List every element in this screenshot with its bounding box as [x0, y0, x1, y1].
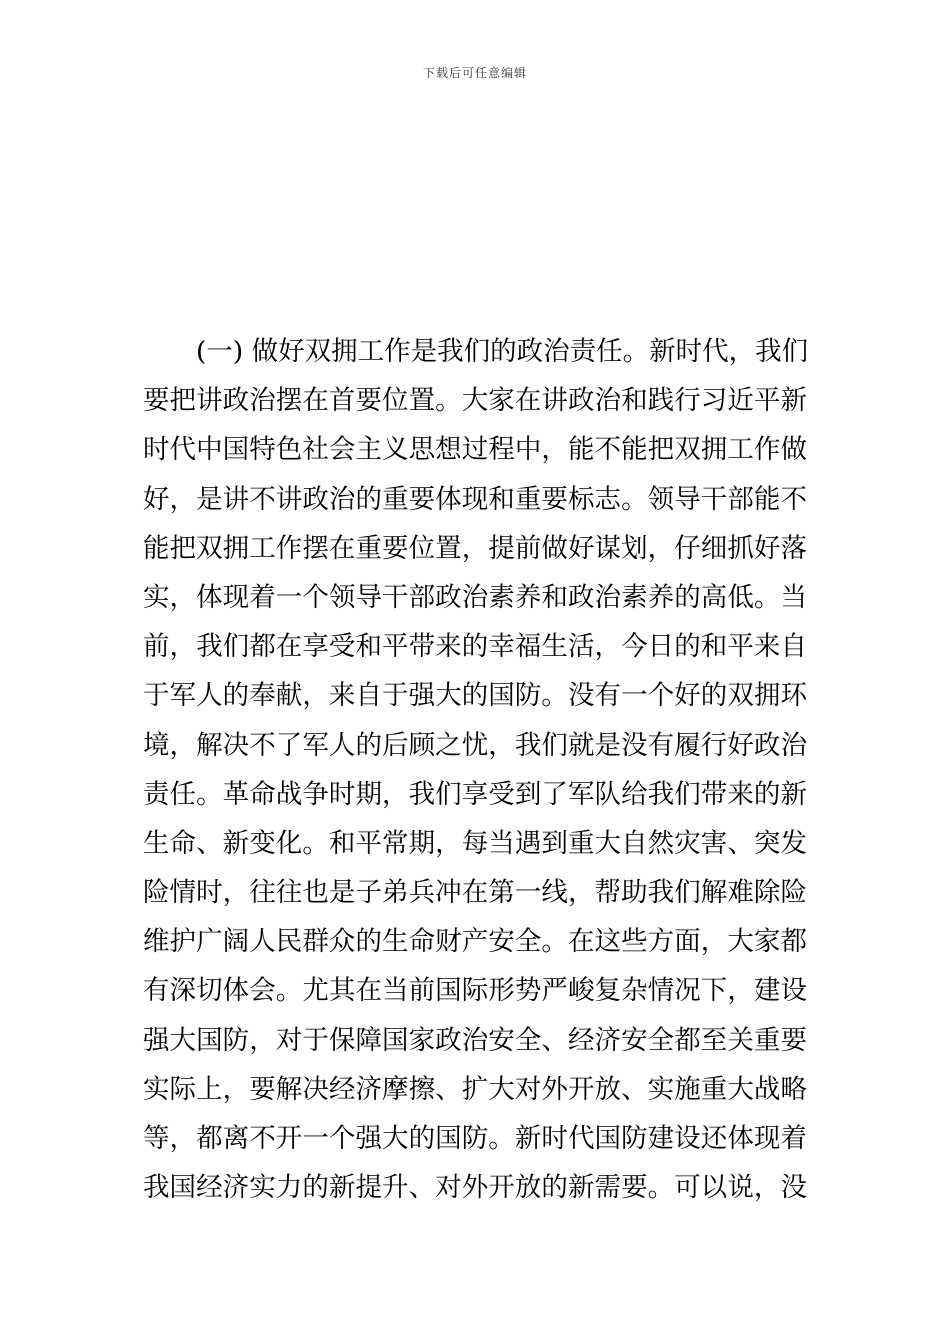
paragraph-line: 好，是讲不讲政治的重要体现和重要标志。领导干部能不 — [143, 483, 807, 515]
paragraph-line: 责任。革命战争时期，我们享受到了军队给我们带来的新 — [143, 778, 807, 810]
paragraph-line: 实际上，要解决经济摩擦、扩大对外开放、实施重大战略 — [143, 1073, 807, 1105]
paragraph-line: 生命、新变化。和平常期，每当遇到重大自然灾害、突发 — [143, 827, 807, 859]
header-note: 下载后可任意编辑 — [422, 66, 527, 80]
paragraph-line: 维护广阔人民群众的生命财产安全。在这些方面，大家都 — [143, 926, 807, 958]
body-paragraph — [143, 327, 807, 1212]
paragraph-line: 等，都离不开一个强大的国防。新时代国防建设还体现着 — [143, 1123, 807, 1154]
paragraph-line: 能把双拥工作摆在重要位置，提前做好谋划，仔细抓好落 — [143, 532, 807, 564]
paragraph-line: 境，解决不了军人的后顾之忧，我们就是没有履行好政治 — [143, 729, 807, 761]
paragraph-line: 实，体现着一个领导干部政治素养和政治素养的高低。当 — [143, 581, 807, 613]
paragraph-line: 于军人的奉献，来自于强大的国防。没有一个好的双拥环 — [143, 680, 807, 712]
paragraph-line: 强大国防，对于保障国家政治安全、经济安全都至关重要 — [143, 1024, 807, 1056]
paragraph-line: (一) 做好双拥工作是我们的政治责任。新时代，我们 — [196, 336, 809, 367]
paragraph-line: 要把讲政治摆在首要位置。大家在讲政治和践行习近平新 — [143, 385, 807, 417]
paragraph-line: 险情时，往往也是子弟兵冲在第一线，帮助我们解难除险 — [143, 877, 807, 909]
paragraph-line: 我国经济实力的新提升、对外开放的新需要。可以说，没 — [143, 1172, 807, 1204]
paragraph-line: 时代中国特色社会主义思想过程中，能不能把双拥工作做 — [143, 434, 807, 466]
paragraph-line: 前，我们都在享受和平带来的幸福生活，今日的和平来自 — [143, 631, 807, 663]
paragraph-line: 有深切体会。尤其在当前国际形势严峻复杂情况下，建设 — [143, 975, 807, 1007]
